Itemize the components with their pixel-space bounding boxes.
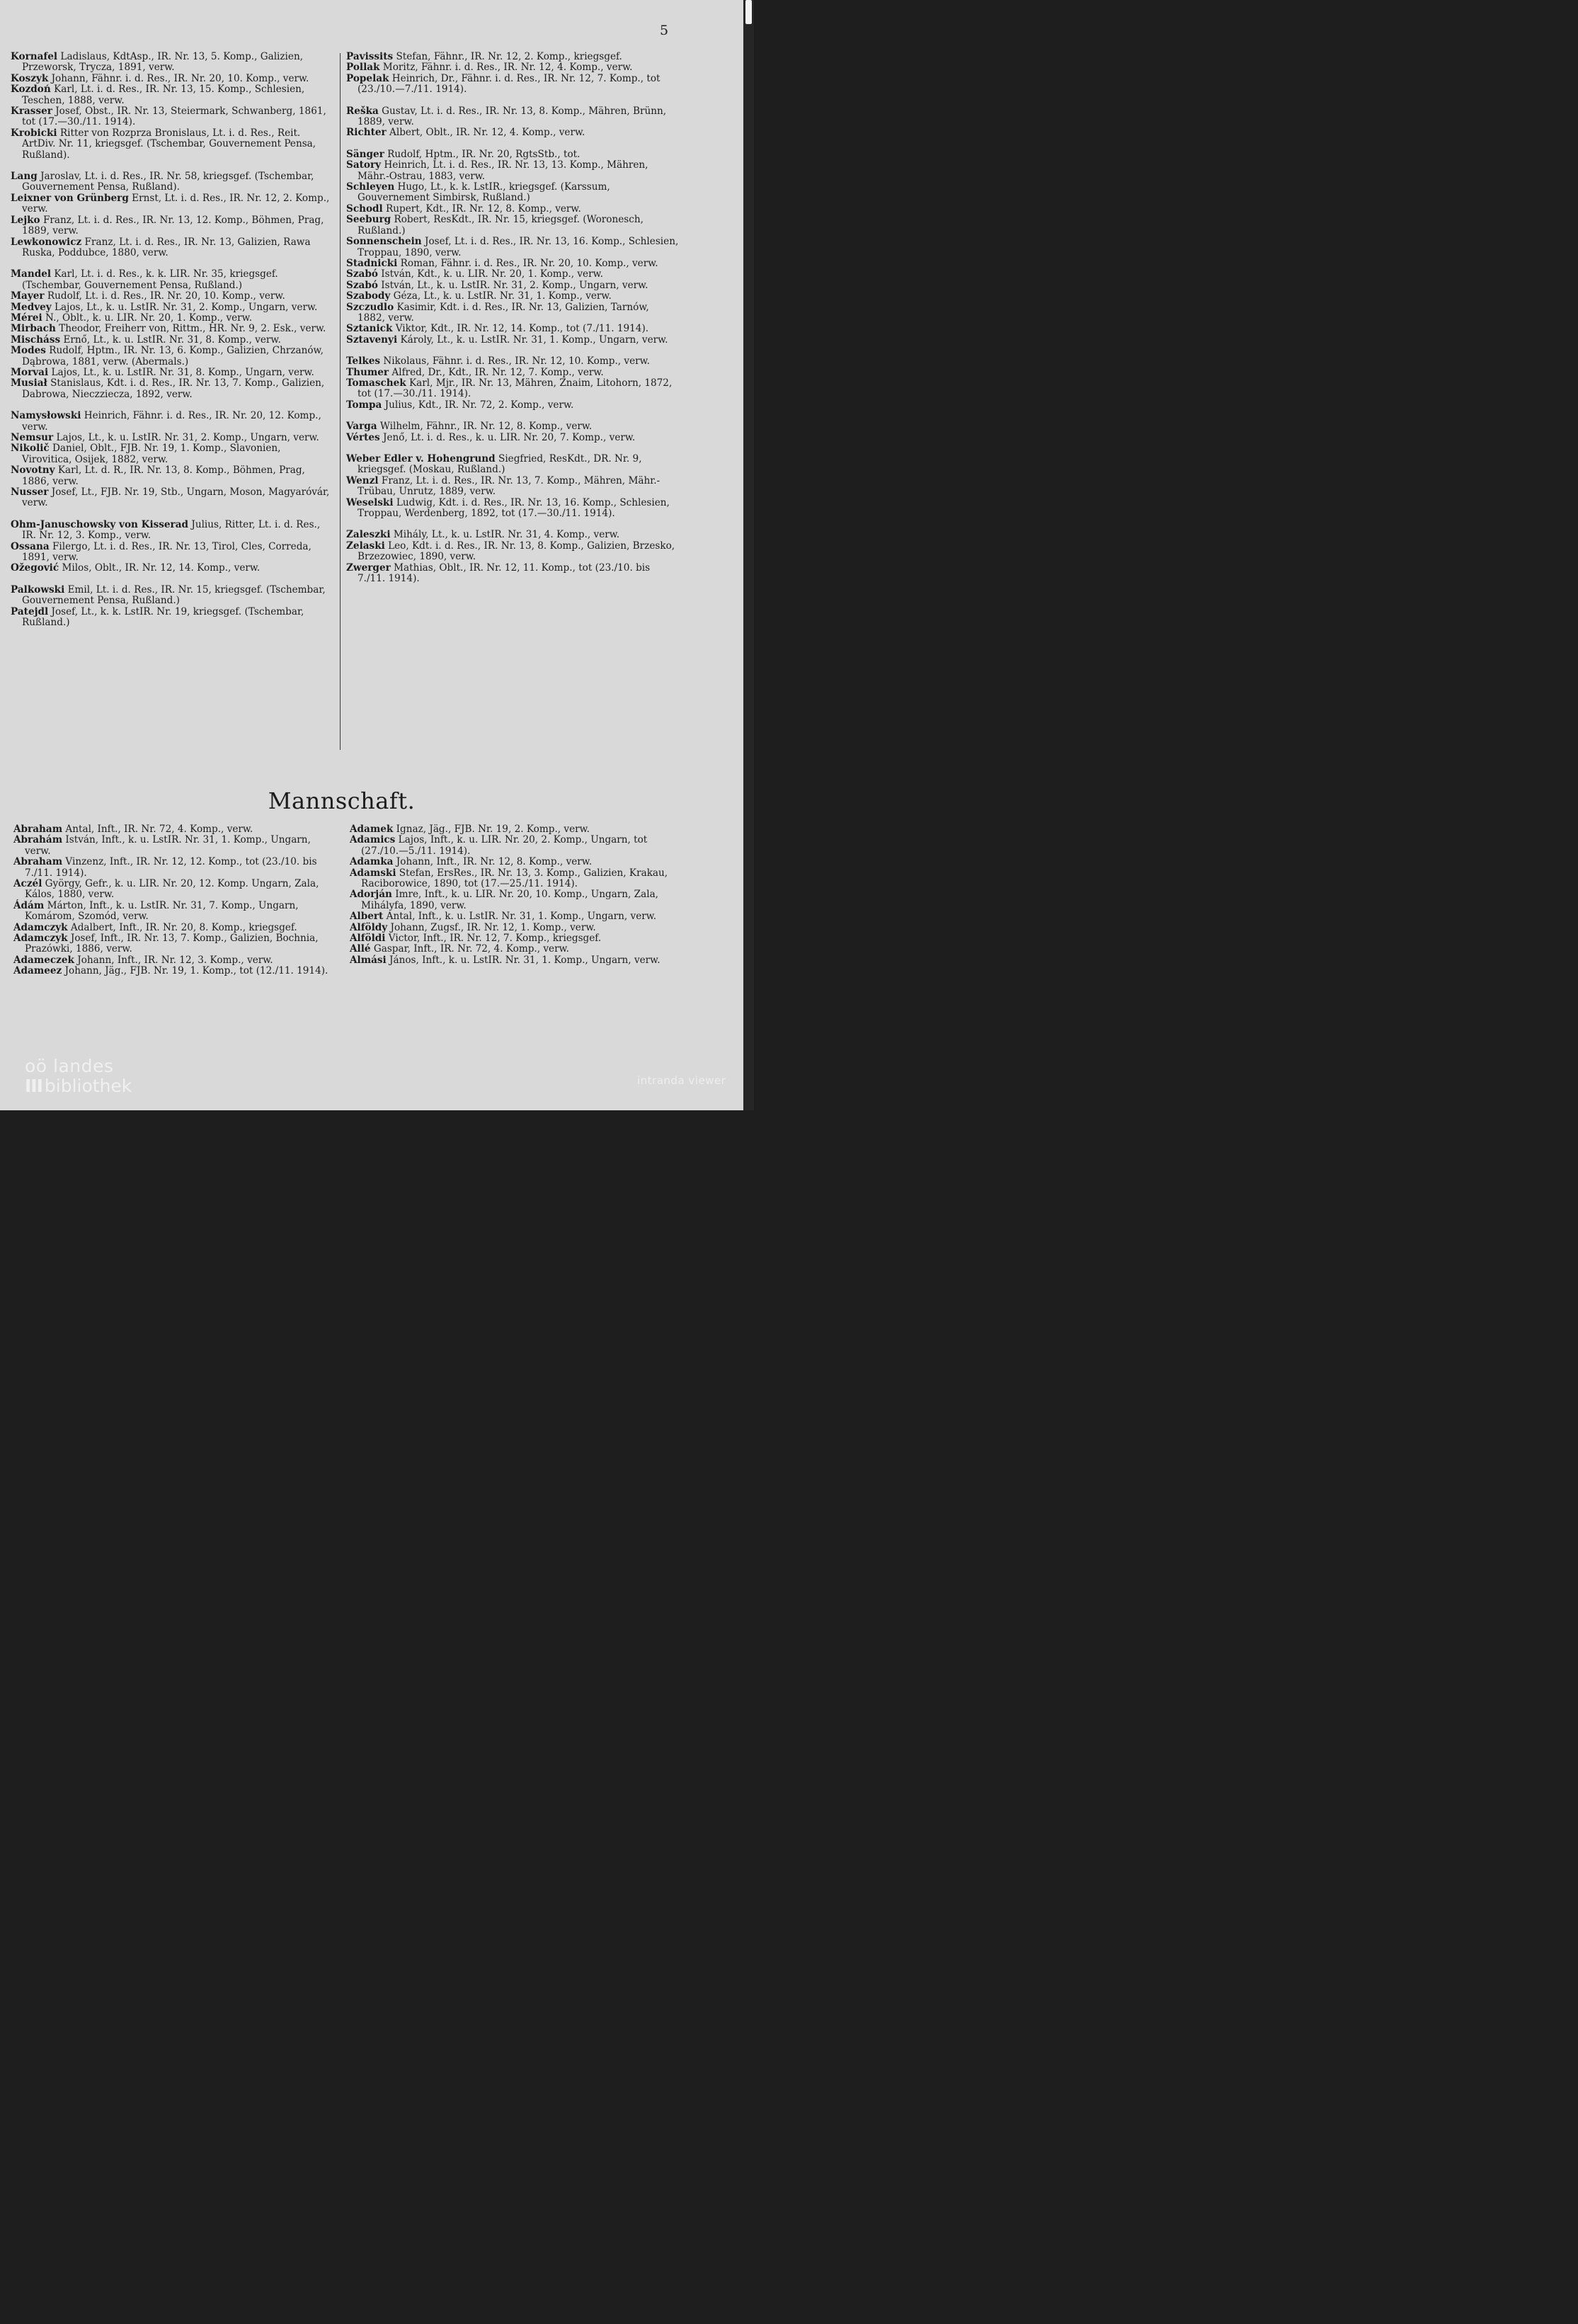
men-column-left [13,824,332,977]
entry-details: Johann, Jäg., FJB. Nr. 19, 1. Komp., tot (12./11. 1914). [62,965,328,977]
entry-surname: Leixner von Grünberg [11,192,129,204]
entry-details: Ludwig, Kdt. i. d. Res., IR. Nr. 13, 16. Komp., Schlesien, Troppau, Werdenberg, 1892, tot (17.—30./11. 1914). [358,496,670,520]
entry-surname: Alföldy [350,921,388,933]
list-entry [346,269,679,280]
entry-surname: Abraham [13,856,63,868]
entry-details: Adalbert, Inft., IR. Nr. 20, 8. Komp., kriegsgef. [67,921,297,933]
entry-details: Filergo, Lt. i. d. Res., IR. Nr. 13, Tirol, Cles, Correda, 1891, verw. [22,540,311,564]
entry-details: Karl, Mjr., IR. Nr. 13, Mähren, Znaim, Litohorn, 1872, tot (17.—30./11. 1914). [358,377,673,400]
entry-details: Karl, Lt. i. d. Res., k. k. LIR. Nr. 35, kriegsgef. (Tschembar, Gouvernement Pensa, Rußland.) [22,268,278,291]
entry-surname: Schleyen [346,181,395,193]
list-entry [350,889,675,911]
entry-details: Lajos, Inft., k. u. LIR. Nr. 20, 2. Komp., Ungarn, tot (27./10.—5./11. 1914). [361,834,648,857]
entry-details: Josef, Inft., IR. Nr. 13, 7. Komp., Galizien, Bochnia, Prazówki, 1886, verw. [25,933,319,955]
entry-surname: Abraham [13,824,63,835]
entry-details: Ernő, Lt., k. u. LstIR. Nr. 31, 8. Komp., verw. [60,334,281,346]
entry-details: Franz, Lt. i. d. Res., IR. Nr. 13, 12. Komp., Böhmen, Prag, 1889, verw. [22,214,324,237]
entry-details: N., Oblt., k. u. LIR. Nr. 20, 1. Komp., verw. [42,312,253,324]
entry-surname: Modes [11,345,46,357]
list-entry [346,280,679,291]
entry-surname: Adamczyk [13,921,68,933]
entry-surname: Sänger [346,148,384,160]
entry-surname: Popelak [346,72,389,84]
officers-column-right [346,52,679,584]
entry-details: Johann, Inft., IR. Nr. 12, 3. Komp., verw. [74,954,273,966]
entry-surname: Richter [346,127,387,139]
entry-details: Emil, Lt. i. d. Res., IR. Nr. 15, kriegsgef. (Tschembar, Gouvernement Pensa, Rußland.) [22,583,326,607]
entry-details: Rudolf, Hptm., IR. Nr. 13, 6. Komp., Galizien, Chrzanów, Dąbrowa, 1881, verw. (Abermals.) [22,345,324,368]
entry-details: Jaroslav, Lt. i. d. Res., IR. Nr. 58, kriegsgef. (Tschembar, Gouvernement Pensa, Rußland). [22,171,314,193]
list-entry [11,607,333,629]
list-entry [11,378,333,400]
entry-details: Heinrich, Lt. i. d. Res., IR. Nr. 13, 13. Komp., Mähren, Mähr.-Ostrau, 1883, verw. [358,159,648,182]
list-entry [13,966,332,976]
entry-details: Johann, Fähnr. i. d. Res., IR. Nr. 20, 10. Komp., verw. [48,72,309,84]
entry-details: Moritz, Fähnr. i. d. Res., IR. Nr. 12, 4. Komp., verw. [379,62,633,74]
list-entry [346,356,679,367]
list-entry [13,933,332,955]
list-entry [13,824,332,835]
entry-surname: Sztanick [346,323,393,335]
list-entry [11,84,333,106]
entry-surname: Stadnicki [346,257,398,269]
entry-details: Robert, ResKdt., IR. Nr. 15, kriegsgef. (Woronesch, Rußland.) [358,214,644,237]
entry-surname: Adamics [350,834,396,846]
viewer-scrollbar[interactable] [743,0,754,1110]
list-entry [346,563,679,585]
entry-surname: Adamka [350,856,394,868]
list-entry [11,487,333,509]
list-entry [346,368,679,378]
entry-surname: Nikolič [11,443,50,455]
entry-surname: Seeburg [346,214,391,226]
list-entry [11,291,333,302]
entry-surname: Tomaschek [346,377,406,389]
entry-details: Franz, Lt. i. d. Res., IR. Nr. 13, Galizien, Rawa Ruska, Poddubce, 1880, verw. [22,236,311,258]
entry-details: Karl, Lt. d. R., IR. Nr. 13, 8. Komp., Böhmen, Prag, 1886, verw. [22,465,305,487]
entry-details: Géza, Lt., k. u. LstIR. Nr. 31, 1. Komp., verw. [390,290,612,302]
entry-surname: Medvey [11,301,52,313]
entry-surname: Lang [11,171,38,183]
entry-details: Stefan, ErsRes., IR. Nr. 13, 3. Komp., Galizien, Krakau, Raciborowice, 1890, tot (17.—25./11. 1914). [361,867,668,890]
entry-surname: Pollak [346,62,380,74]
entry-details: Johann, Inft., IR. Nr. 12, 8. Komp., verw. [393,856,593,868]
entry-surname: Albert [350,911,384,923]
entry-surname: Adamczyk [13,933,68,945]
entry-surname: Mérei [11,312,42,324]
list-entry [11,215,333,237]
list-entry [350,857,675,867]
entry-surname: Morvai [11,366,49,378]
list-entry [346,62,679,73]
entry-details: Julius, Ritter, Lt. i. d. Res., IR. Nr. 12, 3. Komp., verw. [22,518,321,542]
entry-details: Lajos, Lt., k. u. LstIR. Nr. 31, 2. Komp., Ungarn, verw. [53,432,319,443]
entry-details: Leo, Kdt. i. d. Res., IR. Nr. 13, 8. Komp., Galizien, Brzesko, Brzezowiec, 1890, verw. [358,540,675,563]
entry-details: Ernst, Lt. i. d. Res., IR. Nr. 12, 2. Komp., verw. [22,192,330,215]
entry-surname: Thumer [346,366,389,378]
entry-surname: Weselski [346,496,394,508]
column-divider [340,53,341,750]
list-entry [346,433,679,443]
list-entry [346,335,679,346]
entry-surname: Lewkonowicz [11,236,82,248]
entry-surname: Telkes [346,355,381,368]
entry-surname: Almási [350,954,387,966]
list-entry [11,269,333,291]
list-entry [346,498,679,520]
list-entry [350,868,675,890]
list-entry [346,127,679,138]
list-entry [11,368,333,378]
entry-surname: Koszyk [11,72,49,84]
entry-surname: Kozdoń [11,84,51,96]
list-entry [346,454,679,476]
list-entry [346,52,679,62]
entry-surname: Aczél [13,878,42,890]
entry-details: Gaspar, Inft., IR. Nr. 72, 4. Komp., verw. [370,943,569,955]
entry-surname: Mischáss [11,334,61,346]
list-entry [13,857,332,879]
entry-details: Rupert, Kdt., IR. Nr. 12, 8. Komp., verw. [382,203,581,215]
list-entry [11,237,333,259]
list-entry [346,237,679,258]
entry-surname: Zelaski [346,540,385,552]
list-entry [13,879,332,901]
entry-surname: Mandel [11,268,52,280]
entry-details: Mihály, Lt., k. u. LstIR. Nr. 31, 4. Komp., verw. [390,529,620,541]
entry-details: Josef, Obst., IR. Nr. 13, Steiermark, Schwanberg, 1861, tot (17.—30./11. 1914). [22,106,326,128]
entry-surname: Ádám [13,899,45,911]
list-entry [346,421,679,432]
entry-details: István, Lt., k. u. LstIR. Nr. 31, 2. Komp., Ungarn, verw. [377,279,648,291]
entry-surname: Satory [346,159,382,171]
list-entry [11,171,333,193]
list-entry [11,563,333,574]
entry-details: Franz, Lt. i. d. Res., IR. Nr. 13, 7. Komp., Mähren, Mähr.-Trübau, Unrutz, 1889, verw. [358,474,661,498]
entry-surname: Wenzl [346,474,379,486]
list-entry [11,313,333,324]
logo-line-2-text: bibliothek [44,1076,132,1096]
list-entry [11,346,333,368]
entry-surname: Nemsur [11,432,54,443]
entry-surname: Krobicki [11,127,57,139]
section-title: Mannschaft. [268,787,416,814]
entry-details: Vinzenz, Inft., IR. Nr. 12, 12. Komp., tot (23./10. bis 7./11. 1914). [25,856,317,879]
entry-details: Josef, Lt., k. k. LstIR. Nr. 19, kriegsgef. (Tschembar, Rußland.) [22,605,304,629]
entry-surname: Namysłowski [11,410,81,422]
entry-details: Rudolf, Hptm., IR. Nr. 20, RgtsStb., tot. [384,148,581,160]
list-entry [11,302,333,313]
entry-surname: Varga [346,421,377,433]
entry-surname: Lejko [11,214,40,226]
entry-surname: Zaleszki [346,529,391,541]
entry-details: István, Kdt., k. u. LIR. Nr. 20, 1. Komp., verw. [377,268,603,280]
list-entry [11,128,333,161]
entry-surname: Tompa [346,399,382,411]
entry-surname: Schodl [346,203,383,215]
entry-surname: Adameez [13,965,62,977]
entry-surname: Krasser [11,106,52,118]
entry-details: Albert, Oblt., IR. Nr. 12, 4. Komp., verw. [386,127,585,139]
entry-details: Jenő, Lt. i. d. Res., k. u. LIR. Nr. 20, 7. Komp., verw. [379,431,636,443]
list-entry [346,541,679,563]
list-entry [11,411,333,433]
logo-line-1: oö landes [25,1056,114,1076]
list-entry [346,378,679,400]
entry-details: Heinrich, Dr., Fähnr. i. d. Res., IR. Nr. 12, 7. Komp., tot (23./10.—7./11. 1914). [358,72,661,96]
entry-details: Nikolaus, Fähnr. i. d. Res., IR. Nr. 12, 10. Komp., verw. [380,355,650,368]
officers-column-left [11,52,333,629]
entry-surname: Mirbach [11,323,56,335]
entry-surname: Patejdl [11,605,49,617]
entry-details: Josef, Lt. i. d. Res., IR. Nr. 13, 16. Komp., Schlesien, Troppau, 1890, verw. [358,236,679,258]
entry-surname: Novotny [11,465,55,477]
entry-details: Daniel, Oblt., FJB. Nr. 19, 1. Komp., Slavonien, Virovitica, Osijek, 1882, verw. [22,443,281,465]
entry-details: Rudolf, Lt. i. d. Res., IR. Nr. 20, 10. Komp., verw. [44,290,285,302]
entry-surname: Szczudlo [346,301,394,313]
entry-details: Victor, Inft., IR. Nr. 12, 7. Komp., kriegsgef. [385,933,602,945]
entry-surname: Nusser [11,486,49,499]
list-entry [11,324,333,334]
entry-surname: Kornafel [11,51,58,62]
list-entry [13,901,332,923]
entry-details: Márton, Inft., k. u. LstIR. Nr. 31, 7. Komp., Ungarn, Komárom, Szomód, verw. [25,899,299,923]
list-entry [346,530,679,540]
entry-details: Ladislaus, KdtAsp., IR. Nr. 13, 5. Komp., Galizien, Przeworsk, Trycza, 1891, verw. [22,51,304,74]
list-entry [346,106,679,128]
list-entry [11,193,333,215]
entry-details: Johann, Zugsf., IR. Nr. 12, 1. Komp., verw. [387,921,596,933]
entry-surname: Zwerger [346,562,391,574]
list-entry [11,74,333,84]
list-entry [11,443,333,465]
entry-details: János, Inft., k. u. LstIR. Nr. 31, 1. Komp., Ungarn, verw. [386,954,661,966]
entry-details: Viktor, Kdt., IR. Nr. 12, 14. Komp., tot (7./11. 1914). [392,323,649,335]
entry-details: Josef, Lt., FJB. Nr. 19, Stb., Ungarn, Moson, Magyaróvár, verw. [22,486,330,509]
entry-details: Julius, Kdt., IR. Nr. 72, 2. Komp., verw. [382,399,574,411]
entry-details: Wilhelm, Fähnr., IR. Nr. 12, 8. Komp., verw. [377,421,593,433]
list-entry [346,291,679,302]
entry-details: Ritter von Rozprza Bronislaus, Lt. i. d. Res., Reit. ArtDiv. Nr. 11, kriegsgef. (Tschembar, Gouvernement Pensa, Rußland). [22,127,316,161]
list-entry [13,835,332,857]
entry-surname: Sztavenyi [346,334,398,346]
entry-surname: Weber Edler v. Hohengrund [346,453,496,465]
list-entry [11,335,333,346]
entry-surname: Adamek [350,824,394,835]
list-entry [350,923,675,933]
list-entry [350,933,675,944]
viewer-label: intranda viewer [637,1074,726,1087]
entry-details: György, Gefr., k. u. LIR. Nr. 20, 12. Komp. Ungarn, Zala, Kálos, 1880, verw. [25,878,319,901]
entry-details: Lajos, Lt., k. u. LstIR. Nr. 31, 2. Komp., Ungarn, verw. [51,301,318,313]
entry-surname: Musiał [11,377,47,389]
list-entry [346,149,679,160]
entry-details: Hugo, Lt., k. k. LstIR., kriegsgef. (Karssum, Gouvernement Simbirsk, Rußland.) [358,181,610,204]
list-entry [350,835,675,857]
list-entry [346,204,679,215]
entry-surname: Alföldi [350,933,386,945]
list-entry [346,160,679,182]
entry-details: Ignaz, Jäg., FJB. Nr. 19, 2. Komp., verw. [393,824,590,835]
entry-surname: Vértes [346,431,380,443]
list-entry [11,106,333,128]
entry-details: Alfred, Dr., Kdt., IR. Nr. 12, 7. Komp., verw. [389,366,604,378]
list-entry [350,824,675,835]
list-entry [350,944,675,955]
entry-details: Theodor, Freiherr von, Rittm., HR. Nr. 9, 2. Esk., verw. [55,323,326,335]
list-entry [11,465,333,487]
list-entry [11,585,333,607]
entry-details: Stefan, Fähnr., IR. Nr. 12, 2. Komp., kriegsgef. [393,51,622,62]
entry-details: Milos, Oblt., IR. Nr. 12, 14. Komp., verw. [59,562,261,574]
entry-details: Mathias, Oblt., IR. Nr. 12, 11. Komp., tot (23./10. bis 7./11. 1914). [358,562,651,585]
entry-surname: Palkowski [11,583,65,596]
entry-details: Kasimir, Kdt. i. d. Res., IR. Nr. 13, Galizien, Tarnów, 1882, verw. [358,301,649,324]
list-entry [11,433,333,443]
entry-surname: Szabó [346,279,378,291]
list-entry [346,324,679,334]
page-number: 5 [660,23,669,38]
entry-details: Heinrich, Fähnr. i. d. Res., IR. Nr. 20, 12. Komp., verw. [22,410,321,433]
list-entry [13,923,332,933]
list-entry [346,302,679,324]
list-entry [346,182,679,204]
list-entry [346,215,679,237]
scrollbar-thumb[interactable] [745,0,752,24]
entry-surname: Reška [346,105,379,117]
entry-surname: Ohm-Januschowsky von Kisserad [11,518,189,530]
entry-surname: Adameczek [13,954,74,966]
entry-details: Siegfried, ResKdt., DR. Nr. 9, kriegsgef. (Moskau, Rußland.) [358,453,642,476]
entry-surname: Szabó [346,268,378,280]
logo-line-2 [25,1076,132,1096]
document-page [0,0,743,1110]
entry-surname: Abrahám [13,834,63,846]
entry-details: Stanislaus, Kdt. i. d. Res., IR. Nr. 13, 7. Komp., Galizien, Dabrowa, Nieczziecza, 1892, verw. [22,377,325,400]
entry-details: Roman, Fähnr. i. d. Res., IR. Nr. 20, 10. Komp., verw. [397,257,658,269]
entry-surname: Ossana [11,540,50,552]
list-entry [350,955,675,966]
entry-details: Antal, Inft., k. u. LstIR. Nr. 31, 1. Komp., Ungarn, verw. [383,911,657,923]
entry-surname: Adamski [350,867,396,879]
list-entry [346,476,679,498]
list-entry [350,911,675,922]
entry-surname: Mayer [11,290,45,302]
list-entry [11,520,333,542]
list-entry [346,74,679,96]
list-entry [11,52,333,74]
logo-bars: III [25,1076,42,1096]
list-entry [346,258,679,269]
entry-details: Karl, Lt. i. d. Res., IR. Nr. 13, 15. Komp., Schlesien, Teschen, 1888, verw. [22,84,305,106]
entry-details: Károly, Lt., k. u. LstIR. Nr. 31, 1. Komp., Ungarn, verw. [397,334,668,346]
list-entry [11,542,333,564]
entry-surname: Adorján [350,889,392,901]
entry-details: István, Inft., k. u. LstIR. Nr. 31, 1. Komp., Ungarn, verw. [25,834,311,857]
entry-details: Gustav, Lt. i. d. Res., IR. Nr. 13, 8. Komp., Mähren, Brünn, 1889, verw. [358,105,667,128]
entry-surname: Ožegović [11,562,59,574]
entry-surname: Pavissits [346,51,394,62]
entry-details: Antal, Inft., IR. Nr. 72, 4. Komp., verw. [62,824,253,835]
entry-details: Imre, Inft., k. u. LIR. Nr. 20, 10. Komp., Ungarn, Zala, Mihályfa, 1890, verw. [361,889,658,911]
men-column-right [350,824,675,966]
list-entry [346,400,679,411]
entry-details: Lajos, Lt., k. u. LstIR. Nr. 31, 8. Komp., Ungarn, verw. [48,366,314,378]
entry-surname: Allé [350,943,371,955]
library-logo [25,1056,132,1096]
entry-surname: Sonnenschein [346,236,422,248]
list-entry [13,955,332,966]
entry-surname: Szabody [346,290,391,302]
